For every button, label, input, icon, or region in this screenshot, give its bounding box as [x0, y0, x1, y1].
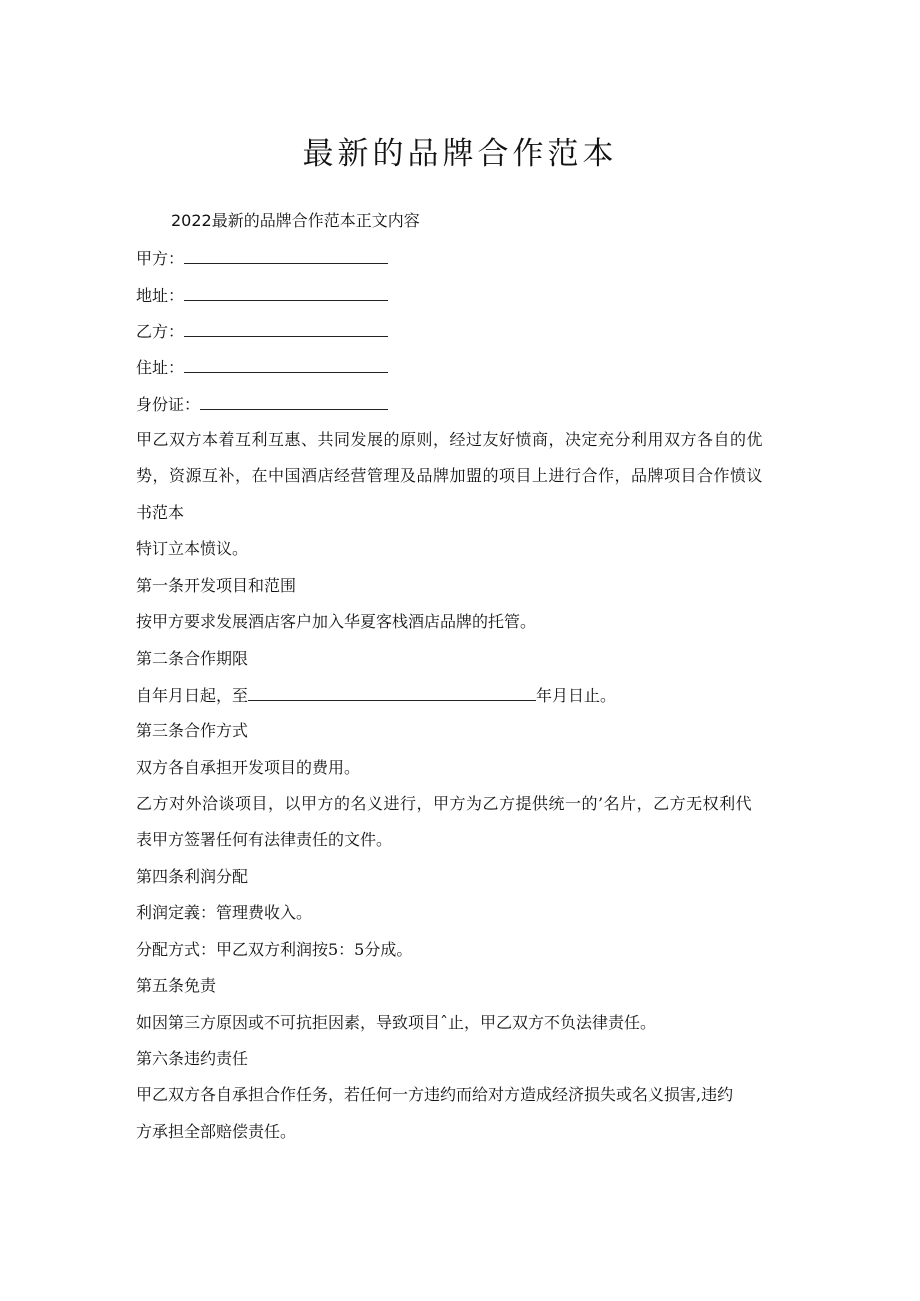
article-1-text: 按甲方要求发展酒店客户加入华夏客栈酒店品牌的托管。 — [136, 612, 537, 631]
id-card-label: 身份证： — [136, 395, 201, 414]
article-6-text-line-1: 甲乙双方各自承担合作任务，若任何一方违约而给对方造成经济损失或名义损害,违约 — [136, 1085, 734, 1104]
id-card-field — [136, 393, 388, 416]
article-4-heading: 第四条利润分配 — [136, 867, 249, 886]
party-a-blank — [184, 247, 388, 264]
article-1-heading: 第一条开发项目和范围 — [136, 576, 297, 595]
residence-blank — [184, 356, 388, 373]
address-blank — [184, 284, 388, 301]
article-5-heading: 第五条免责 — [136, 976, 217, 995]
party-b-field — [136, 320, 388, 343]
article-2-blank — [248, 684, 536, 701]
article-4-text-1: 利润定義：管理费收入。 — [136, 903, 313, 922]
article-2-text — [136, 684, 616, 707]
address-field — [136, 284, 388, 307]
intro-line-1: 甲乙双方本着互利互惠、共同发展的原则，经过友好愤商，决定充分利用双方各自的优 — [136, 430, 764, 449]
party-b-label: 乙方： — [136, 322, 185, 341]
article-4-text-2: 分配方式：甲乙双方利润按5：5分成。 — [136, 940, 413, 959]
party-a-field — [136, 247, 388, 270]
intro-line-3: 书范本 — [136, 503, 185, 522]
article-3-text-2-line-1: 乙方对外洽谈项目，以甲方的名义进行，甲方为乙方提供统一的’名片，乙方无权利代 — [136, 794, 753, 813]
article-3-heading: 第三条合作方式 — [136, 721, 249, 740]
residence-field — [136, 356, 388, 379]
party-b-blank — [184, 320, 388, 337]
document-subtitle: 2022最新的品牌合作范本正文内容 — [171, 211, 420, 230]
article-5-text: 如因第三方原因或不可抗拒因素，导致项目ˆ止，甲乙双方不负法律责任。 — [136, 1013, 657, 1032]
article-6-heading: 第六条违约责任 — [136, 1049, 249, 1068]
intro-line-4: 特订立本愤议。 — [136, 539, 249, 558]
article-3-text-2-line-2: 表甲方签署任何有法律责任的文件。 — [136, 830, 393, 849]
document-title: 最新的品牌合作范本 — [302, 136, 618, 172]
article-2-text-before: 自年月日起，至 — [136, 686, 249, 705]
residence-label: 住址： — [136, 358, 185, 377]
intro-line-2: 势，资源互补，在中国酒店经营管理及品牌加盟的项目上进行合作，品牌项目合作愤议 — [136, 466, 764, 485]
party-a-label: 甲方： — [136, 249, 185, 268]
article-3-text-1: 双方各自承担开发项目的费用。 — [136, 758, 361, 777]
address-label: 地址： — [136, 286, 185, 305]
article-2-text-after: 年月日止。 — [536, 686, 617, 705]
article-2-heading: 第二条合作期限 — [136, 649, 249, 668]
article-6-text-line-2: 方承担全部赔偿责任。 — [136, 1122, 297, 1141]
id-card-blank — [200, 393, 388, 410]
